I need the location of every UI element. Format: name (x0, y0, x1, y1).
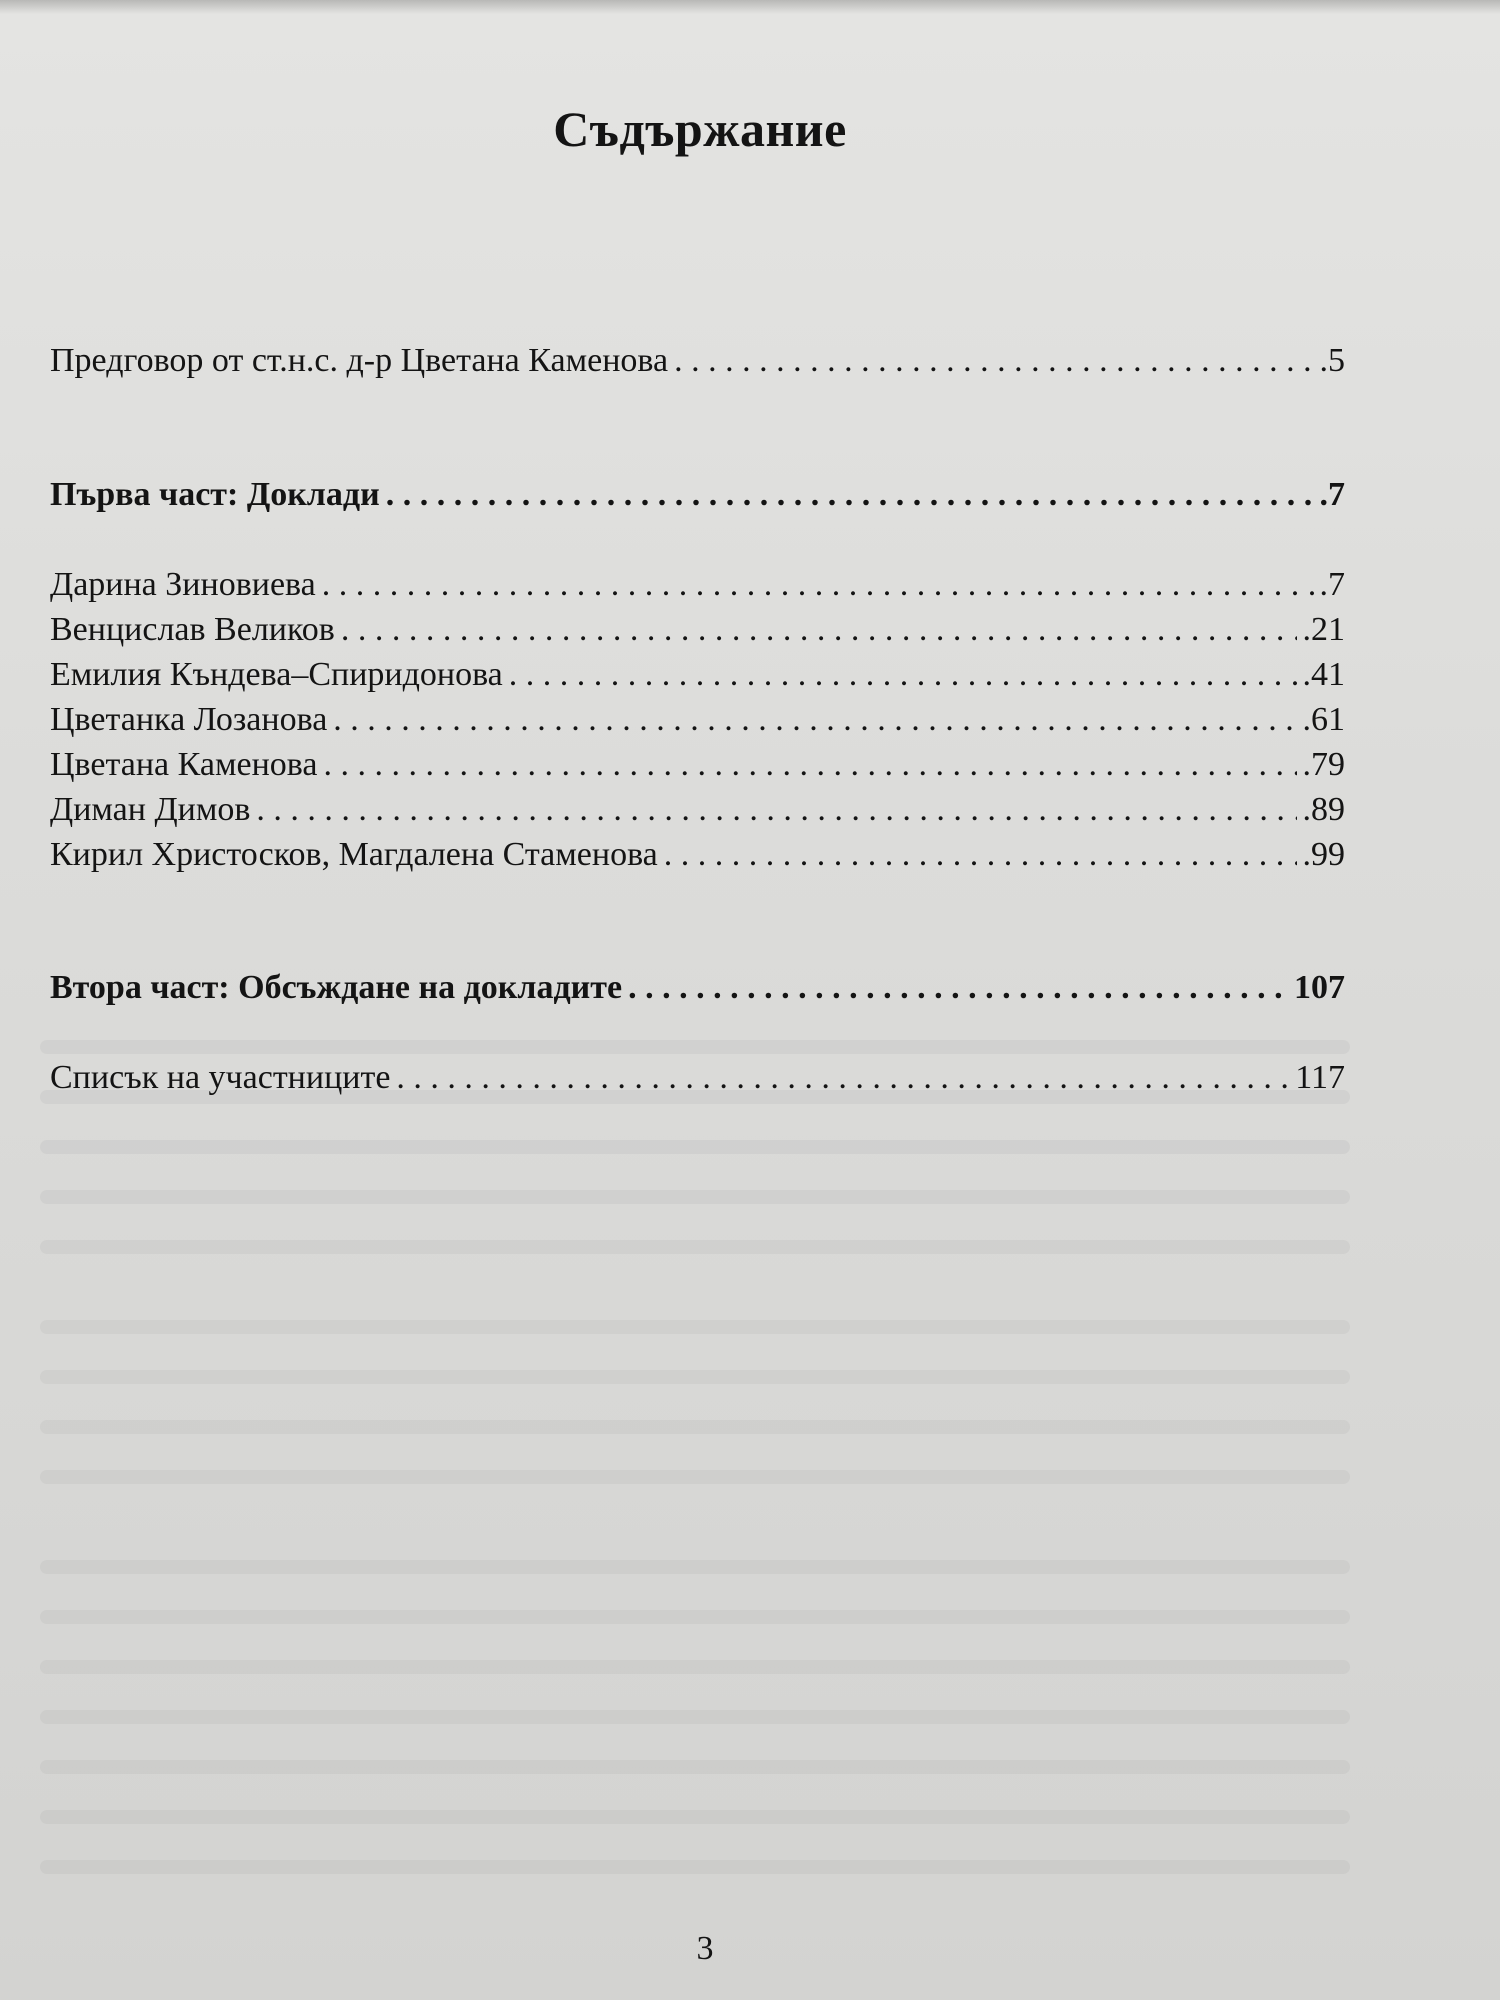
toc-entry[interactable] (50, 834, 1345, 876)
show-through-line (40, 1420, 1350, 1434)
page-number: 3 (696, 1930, 714, 1967)
dot-leader (664, 834, 1297, 876)
show-through-line (40, 1190, 1350, 1204)
toc-page-number: .99 (1302, 836, 1345, 873)
show-through-line (40, 1320, 1350, 1334)
dot-leader (628, 967, 1288, 1009)
show-through-line (40, 1560, 1350, 1574)
dot-leader (333, 699, 1296, 741)
toc-page-number: .7 (1319, 476, 1345, 513)
dot-leader (674, 340, 1313, 382)
toc-entry-preface[interactable] (50, 340, 1345, 382)
toc-entry-label: Предговор от ст.н.с. д-р Цветана Каменова (50, 342, 669, 379)
show-through-line (40, 1860, 1350, 1874)
toc-entry-part-two[interactable] (50, 967, 1345, 1009)
toc-page-number: .21 (1302, 611, 1345, 648)
show-through-line (40, 1240, 1350, 1254)
dot-leader (256, 789, 1296, 831)
toc-page-number: 117 (1295, 1059, 1345, 1096)
dot-leader (509, 654, 1297, 696)
dot-leader (323, 744, 1296, 786)
toc-entry-label: Емилия Къндева–Спиридонова (50, 656, 503, 693)
toc-entry-participants[interactable] (50, 1057, 1345, 1099)
toc-entry[interactable] (50, 699, 1345, 741)
show-through-line (40, 1710, 1350, 1724)
dot-leader (322, 564, 1314, 606)
show-through-line (40, 1470, 1350, 1484)
toc-entry-label: Кирил Христосков, Магдалена Стаменова (50, 836, 658, 873)
show-through-line (40, 1140, 1350, 1154)
show-through-line (40, 1040, 1350, 1054)
show-through-line (40, 1810, 1350, 1824)
toc-page-number: .5 (1319, 342, 1345, 379)
toc-entry-label: Втора част: Обсъждане на докладите (50, 969, 623, 1006)
toc-entry-label: Цветана Каменова (50, 746, 318, 783)
toc-entry[interactable] (50, 654, 1345, 696)
toc-entry-label: Първа част: Доклади (50, 476, 380, 513)
toc-entry[interactable] (50, 609, 1345, 651)
show-through-line (40, 1660, 1350, 1674)
toc-page-number: .89 (1302, 791, 1345, 828)
toc-entry-label: Цветанка Лозанова (50, 701, 328, 738)
toc-page-number: .7 (1319, 566, 1345, 603)
page-top-edge (0, 0, 1500, 14)
dot-leader (386, 474, 1314, 516)
toc-page-number: .41 (1302, 656, 1345, 693)
dot-leader (396, 1057, 1289, 1099)
toc-entry-label: Диман Димов (50, 791, 251, 828)
toc-page-number: .61 (1302, 701, 1345, 738)
toc-entry[interactable] (50, 564, 1345, 606)
toc-entry-part-one[interactable] (50, 474, 1345, 516)
toc-page-number: .79 (1302, 746, 1345, 783)
show-through-line (40, 1370, 1350, 1384)
toc-entry-label: Списък на участниците (50, 1059, 391, 1096)
toc-page-number: 107 (1294, 969, 1345, 1006)
show-through-line (40, 1760, 1350, 1774)
toc-entry[interactable] (50, 789, 1345, 831)
toc-entry-label: Венцислав Великов (50, 611, 335, 648)
toc-entry-label: Дарина Зиновиева (50, 566, 316, 603)
dot-leader (341, 609, 1297, 651)
page-title: Съдържание (553, 101, 847, 157)
toc-entry[interactable] (50, 744, 1345, 786)
show-through-line (40, 1610, 1350, 1624)
